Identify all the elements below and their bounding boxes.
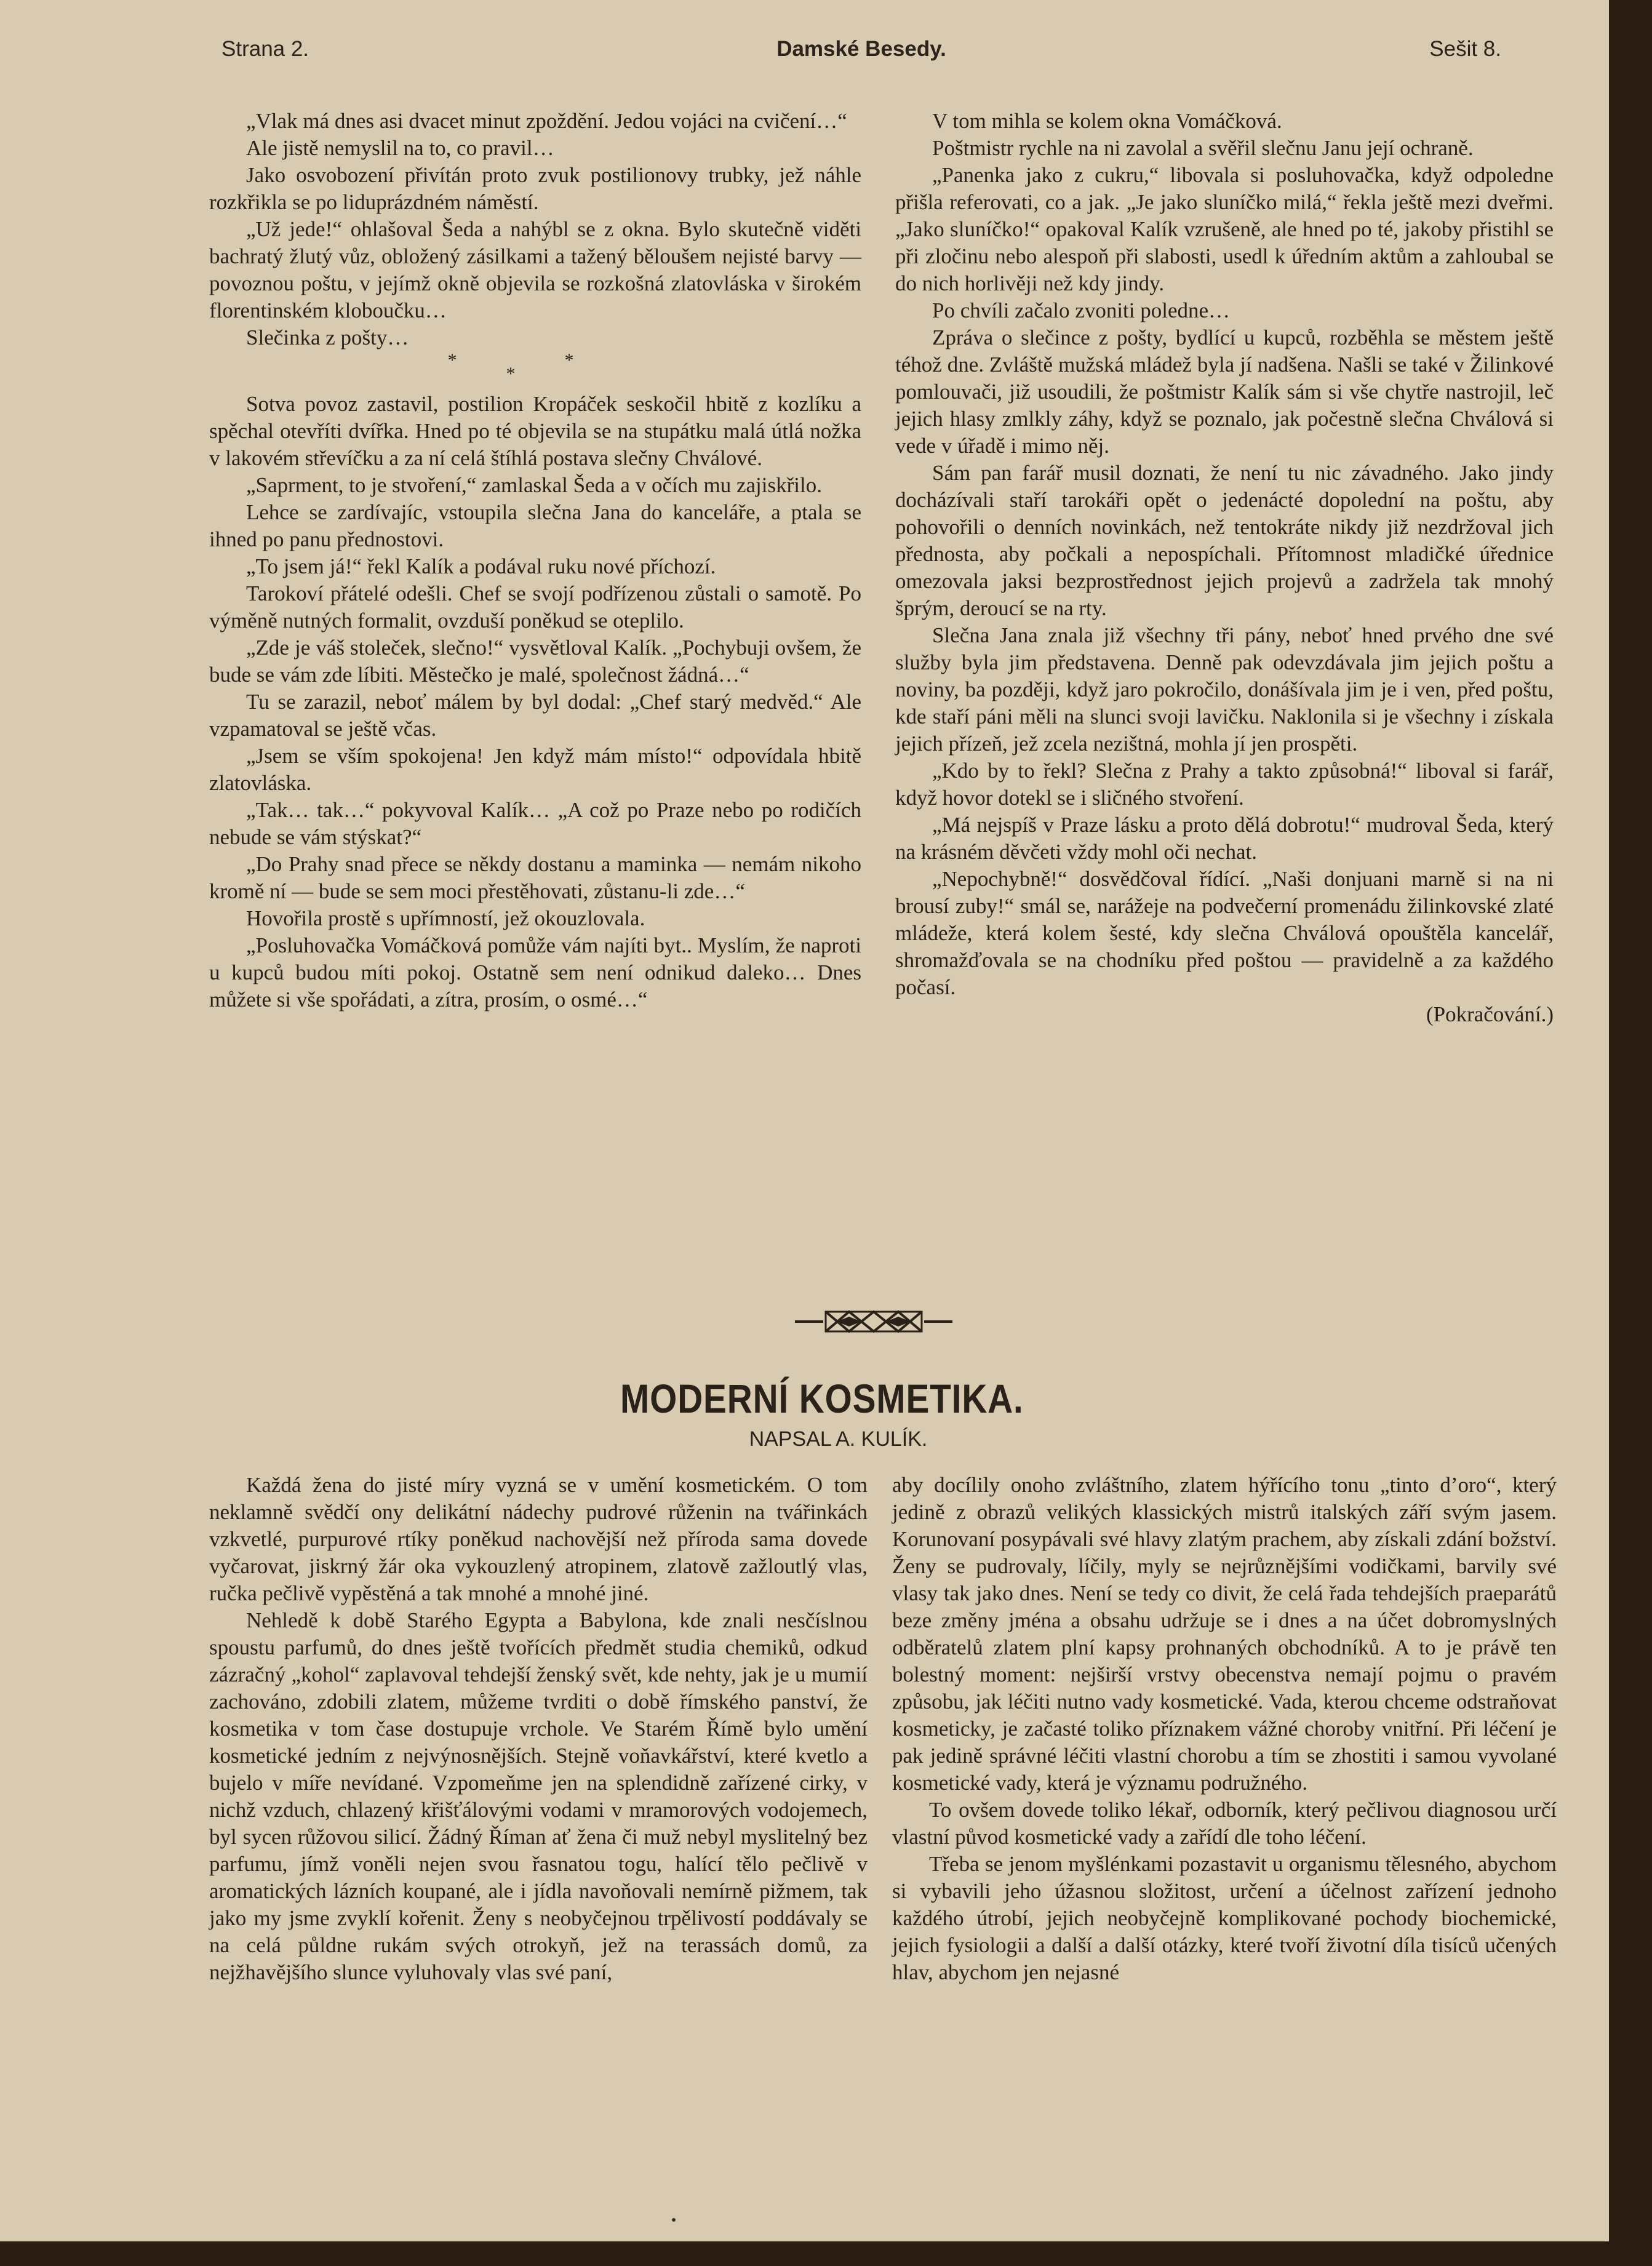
story-paragraph: „Kdo by to řekl? Slečna z Prahy a takto způsobná!“ liboval si farář, když hovor dotekl se i sličného stvoření.: [895, 759, 1554, 810]
ornament-divider-icon: [794, 1303, 954, 1340]
story-right-column: [895, 108, 1554, 1028]
story-paragraph: Po chvíli začalo zvoniti poledne…: [932, 298, 1231, 322]
page-header: [221, 37, 1501, 74]
article-paragraph: Každá žena do jisté míry vyzná se v umění kosmetickém. O tom neklamně svědčí ony delikátní nádechy pudrové růženin na tvářinkách vzkvetlé, purpurové rtíky poněkud nachovější než příroda sama dovede vyčarovat, jiskrný žár oka vykouzlený atropinem, zlatově zažloutlý vlas, ručka pečlivě vypěstěná a tak mnohé a mnohé jiné.: [209, 1473, 868, 1605]
story-paragraph: Zpráva o slečince z pošty, bydlící u kupců, rozběhla se městem ještě téhož dne. Zvláště mužská mládež byla jí nadšena. Našli se také v Žilinkové pomlouvači, již usoudili, že poštmistr Kalík sám si vše chytře nastrojil, leč jejich hlasy zmlkly záhy, když se poznalo, jak počestně slečna Chválová si vede v úřadě i mimo něj.: [895, 325, 1554, 458]
story-paragraph: „Jsem se vším spokojena! Jen když mám místo!“ odpovídala hbitě zlatovláska.: [209, 744, 861, 795]
story-paragraph: Slečinka z pošty…: [246, 325, 409, 349]
article-paragraph: aby docílily onoho zvláštního, zlatem hýřícího tonu „tinto d’oro“, který jedině z obrazů velikých klassických mistrů italských září svým jasem. Korunovaní posypávali své hlavy zlatým prachem, aby získali zdání božství. Ženy se pudrovaly, líčily, myly se nejrůznějšími vodičkami, barvily své vlasy tak jako dnes. Není se tedy co divit, že celá řada tehdejších praeparátů beze změny jména a obsahu udržuje se i dnes a na účet dobromyslných odběratelů zlatem plní kapsy prohnaných obchodníků. A to je právě ten bolestný moment: nejširší vrstvy obecenstva nemají pojmu o pravém způsobu, jak léčiti nutno vady kosmetické. Vada, kterou chceme odstraňovat kosmeticky, je začasté toliko příznakem vážné choroby vnitřní. Při léčení je pak jedině správné léčiti vlastní chorobu a tím se zhostiti i samou vyvolané kosmetické vady, která je významu podružného.: [892, 1473, 1557, 1795]
page-number: Strana 2.: [221, 37, 309, 61]
story-paragraph: Lehce se zardívajíc, vstoupila slečna Jana do kanceláře, a ptala se ihned po panu přednostovi.: [209, 500, 861, 551]
article-paragraph: To ovšem dovede toliko lékař, odborník, který pečlivou diagnosou určí vlastní původ kosmetické vady a zařídí dle toho léčení.: [892, 1798, 1557, 1849]
story-paragraph: Hovořila prostě s upřímností, jež okouzlovala.: [246, 906, 645, 930]
story-paragraph: Slečna Jana znala již všechny tři pány, neboť hned prvého dne své služby byla jim představena. Denně pak odevzdávala jim jejich poštu a noviny, ba později, když jaro pokročilo, donášívala jim je i ven, před poštu, kde staří páni měli na slunci svoji lavičku. Naklonila si je všechny i získala jejich přízeň, jež zcela nezištná, mohla jí jen prospěti.: [895, 623, 1554, 756]
story-paragraph: „Už jede!“ ohlašoval Šeda a nahýbl se z okna. Bylo skutečně viděti bachratý žlutý vůz, obložený zásilkami a tažený běloušem nejisté barvy — povoznou poštu, v jejímž okně objevila se rozkošná zlatovláska v širokém florentinském kloboučku…: [209, 217, 861, 322]
story-paragraph: „Zde je váš stoleček, slečno!“ vysvětloval Kalík. „Pochybuji ovšem, že bude se vám zde líbiti. Městečko je malé, společnost žádná…“: [209, 636, 861, 687]
star: *: [564, 350, 623, 370]
issue-number: Sešit 8.: [1429, 37, 1501, 61]
story-paragraph: „Posluhovačka Vomáčková pomůže vám najíti byt.. Myslím, že naproti u kupců budou míti pokoj. Ostatně sem není odnikud daleko… Dnes můžete si vše spořádati, a zítra, prosím, o osmé…“: [209, 933, 861, 1011]
star: *: [506, 364, 565, 384]
article-title: MODERNÍ KOSMETIKA.: [620, 1376, 1024, 1421]
article-left-column: [209, 1472, 868, 1986]
story-paragraph: „Do Prahy snad přece se někdy dostanu a maminka — nemám nikoho kromě ní — bude se sem moci přestěhovati, zůstanu-li zde…“: [209, 852, 861, 903]
story-paragraph: Ale jistě nemyslil na to, co pravil…: [246, 136, 554, 160]
star: *: [447, 350, 506, 370]
story-paragraph: Jako osvobození přivítán proto zvuk postilionovy trubky, jež náhle rozkřikla se po liduprázdném náměstí.: [209, 163, 861, 214]
story-paragraph: Sám pan farář musil doznati, že není tu nic závadného. Jako jindy docházívali staří tarokáři opět o jedenácté dopolední na poštu, aby pohovořili o denních novinkách, než tentokráte nikdy již nezdržoval jich přednosta, aby počkali a nepospíchali. Přítomnost mladičké úřednice omezovala jaksi bezprostřednost jejich projevů a zadržela tak mnohý šprým, deroucí se na rty.: [895, 461, 1554, 620]
section-break-stars: [209, 351, 861, 391]
story-paragraph: Tarokoví přátelé odešli. Chef se svojí podřízenou zůstali o samotě. Po výměně nutných formalit, ovzduší poněkud se oteplilo.: [209, 581, 861, 632]
story-paragraph: Poštmistr rychle na ni zavolal a svěřil slečnu Janu její ochraně.: [932, 136, 1474, 160]
article-paragraph: Třeba se jenom myšlénkami pozastavit u organismu tělesného, abychom si vybavili jeho úžasnou složitost, určení a účelnost zařízení jednoho každého útrobí, jejich neobyčejně komplikované pochody biochemické, jejich fysiologii a další a další otázky, které tvoří životní díla tisíců učených hlav, abychom jen nejasné: [892, 1852, 1557, 1984]
story-paragraph: „Saprment, to je stvoření,“ zamlaskal Šeda a v očích mu zajiskřilo.: [246, 473, 822, 497]
story-paragraph: Sotva povoz zastavil, postilion Kropáček seskočil hbitě z kozlíku a spěchal otevříti dvířka. Hned po té objevila se na stupátku malá útlá nožka v lakovém střevíčku a za ní celá štíhlá postava slečny Chválové.: [209, 392, 861, 470]
article-right-column: [892, 1472, 1557, 1986]
story-paragraph: „Tak… tak…“ pokyvoval Kalík… „A což po Praze nebo po rodičích nebude se vám stýskat?“: [209, 798, 861, 849]
magazine-title: Damské Besedy.: [776, 37, 946, 61]
story-paragraph: „Vlak má dnes asi dvacet minut zpoždění. Jedou vojáci na cvičení…“: [246, 109, 847, 133]
continuation-note: (Pokračování.): [1426, 1002, 1554, 1026]
story-left-column: [209, 108, 861, 1013]
article-byline: NAPSAL A. KULÍK.: [749, 1427, 928, 1451]
story-paragraph: „Panenka jako z cukru,“ libovala si posluhovačka, když odpoledne přišla referovati, co a jak. „Je jako sluníčko milá,“ řekla ještě mezi dveřmi. „Jako sluníčko!“ opakoval Kalík vzrušeně, ale hned po té, jakoby přistihl se při zločinu nebo alespoň při slabosti, usedl k úředním aktům a zahloubal se do nich horlivěji než kdy jindy.: [895, 163, 1554, 295]
story-paragraph: „Nepochybně!“ dosvědčoval řídící. „Naši donjuani marně si na ni brousí zuby!“ smál se, narážeje na podvečerní promenádu žilinkovské zlaté mládeže, která kolem šesté, kdy slečna Chválová opouštěla kancelář, shromažďovala se na chodníku před poštou — pravidelně a za každého počasí.: [895, 867, 1554, 999]
page-mark: [672, 2218, 676, 2222]
story-paragraph: V tom mihla se kolem okna Vomáčková.: [932, 109, 1282, 133]
story-paragraph: „Má nejspíš v Praze lásku a proto dělá dobrotu!“ mudroval Šeda, který na krásném děvčeti vždy mohl oči nechat.: [895, 813, 1554, 864]
story-paragraph: Tu se zarazil, neboť málem by byl dodal: „Chef starý medvěd.“ Ale vzpamatoval se ještě včas.: [209, 690, 861, 741]
story-paragraph: „To jsem já!“ řekl Kalík a podával ruku nové příchozí.: [246, 554, 716, 578]
article-paragraph: Nehledě k době Starého Egypta a Babylona, kde znali nesčíslnou spoustu parfumů, do dnes ještě tvořících předmět studia chemiků, odkud zázračný „kohol“ zaplavoval tehdejší ženský svět, kde nehty, jak je u mumií zachováno, zdobili zlatem, můžeme tvrditi o době římského panství, že kosmetika v tom čase dostupuje vrchole. Ve Starém Římě bylo umění kosmetické jedním z nejvýnosnějších. Stejně voňavkářství, které kvetlo a bujelo v míře nevídané. Vzpomeňme jen na splendidně zařízené cirky, v nichž vzduch, chlazený křišťálovými vodami v mramorových vodojemech, byl sycen růžovou silicí. Žádný Říman ať žena či muž nebyl myslitelný bez parfumu, jímž voněli nejen svou řasnatou togu, halící tělo pečlivě v aromatických lázních koupané, ale i jídla navoňovali nemírně pižmem, tak jako my jsme zvyklí kořenit. Ženy s neobyčejnou trpělivostí poddávaly se na celá půldne rukám svých otrokyň, jež na terassách domů, za nejžhavějšího slunce vyluhovaly vlas své paní,: [209, 1608, 868, 1984]
